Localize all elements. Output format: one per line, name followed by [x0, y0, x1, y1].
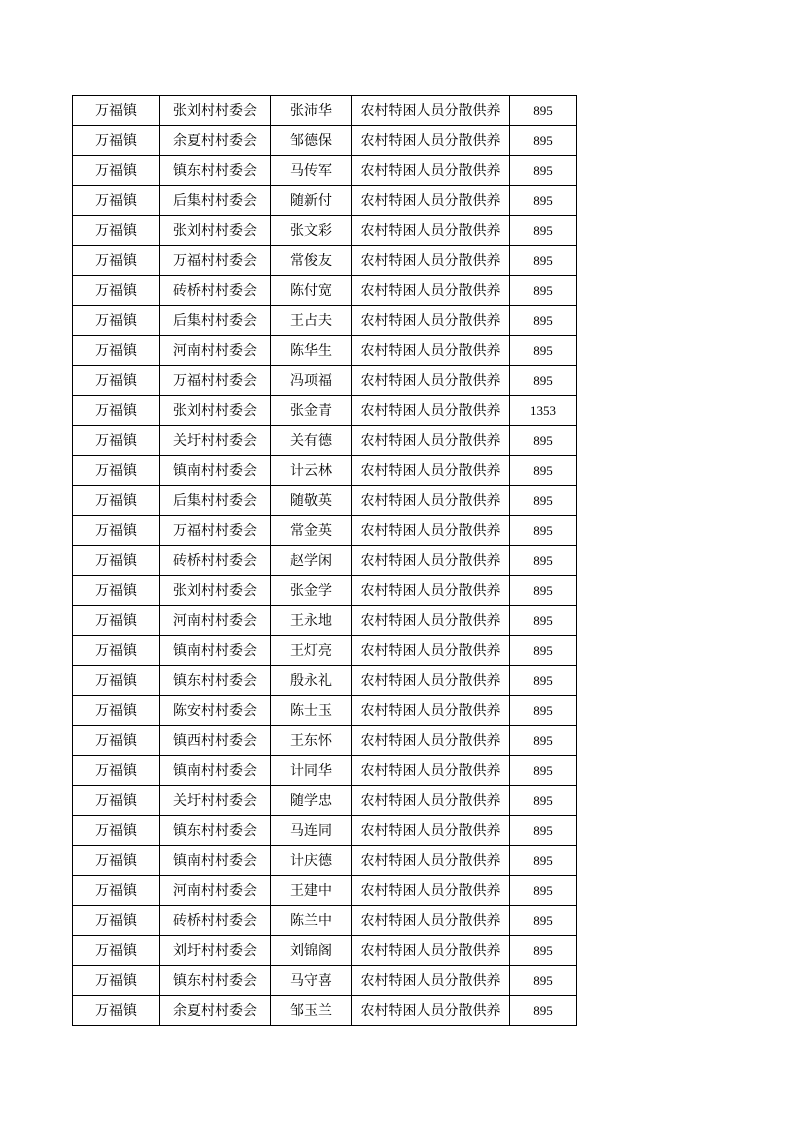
amount-cell: 895 — [510, 456, 577, 486]
table-row — [73, 966, 577, 996]
person-name-cell: 王占夫 — [271, 306, 352, 336]
town-cell: 万福镇 — [73, 486, 160, 516]
person-name-cell: 张金青 — [271, 396, 352, 426]
table-row — [73, 426, 577, 456]
table-row — [73, 606, 577, 636]
support-type-cell: 农村特困人员分散供养 — [352, 186, 510, 216]
support-type-cell: 农村特困人员分散供养 — [352, 516, 510, 546]
amount-cell: 895 — [510, 486, 577, 516]
table-row — [73, 96, 577, 126]
village-committee-cell: 后集村村委会 — [160, 486, 271, 516]
support-type-cell: 农村特困人员分散供养 — [352, 966, 510, 996]
amount-cell: 895 — [510, 426, 577, 456]
amount-cell: 895 — [510, 186, 577, 216]
support-type-cell: 农村特困人员分散供养 — [352, 276, 510, 306]
person-name-cell: 王东怀 — [271, 726, 352, 756]
town-cell: 万福镇 — [73, 876, 160, 906]
village-committee-cell: 余夏村村委会 — [160, 126, 271, 156]
town-cell: 万福镇 — [73, 576, 160, 606]
support-type-cell: 农村特困人员分散供养 — [352, 456, 510, 486]
table-row — [73, 726, 577, 756]
table-row — [73, 126, 577, 156]
amount-cell: 895 — [510, 696, 577, 726]
town-cell: 万福镇 — [73, 276, 160, 306]
person-name-cell: 随敬英 — [271, 486, 352, 516]
town-cell: 万福镇 — [73, 786, 160, 816]
town-cell: 万福镇 — [73, 726, 160, 756]
village-committee-cell: 镇南村村委会 — [160, 456, 271, 486]
village-committee-cell: 余夏村村委会 — [160, 996, 271, 1026]
table-row — [73, 996, 577, 1026]
table-row — [73, 816, 577, 846]
village-committee-cell: 关圩村村委会 — [160, 426, 271, 456]
person-name-cell: 王灯亮 — [271, 636, 352, 666]
village-committee-cell: 陈安村村委会 — [160, 696, 271, 726]
person-name-cell: 张金学 — [271, 576, 352, 606]
support-type-cell: 农村特困人员分散供养 — [352, 546, 510, 576]
person-name-cell: 常俊友 — [271, 246, 352, 276]
village-committee-cell: 砖桥村村委会 — [160, 546, 271, 576]
support-type-cell: 农村特困人员分散供养 — [352, 996, 510, 1026]
support-type-cell: 农村特困人员分散供养 — [352, 156, 510, 186]
table-row — [73, 936, 577, 966]
village-committee-cell: 张刘村村委会 — [160, 96, 271, 126]
support-type-cell: 农村特困人员分散供养 — [352, 306, 510, 336]
table-row — [73, 186, 577, 216]
town-cell: 万福镇 — [73, 546, 160, 576]
table-row — [73, 156, 577, 186]
town-cell: 万福镇 — [73, 966, 160, 996]
village-committee-cell: 关圩村村委会 — [160, 786, 271, 816]
support-type-cell: 农村特困人员分散供养 — [352, 126, 510, 156]
table-row — [73, 756, 577, 786]
amount-cell: 895 — [510, 906, 577, 936]
village-committee-cell: 万福村村委会 — [160, 246, 271, 276]
person-name-cell: 邹玉兰 — [271, 996, 352, 1026]
person-name-cell: 陈士玉 — [271, 696, 352, 726]
town-cell: 万福镇 — [73, 756, 160, 786]
town-cell: 万福镇 — [73, 96, 160, 126]
table-row — [73, 876, 577, 906]
support-type-cell: 农村特困人员分散供养 — [352, 666, 510, 696]
support-type-cell: 农村特困人员分散供养 — [352, 786, 510, 816]
village-committee-cell: 镇南村村委会 — [160, 636, 271, 666]
table-row — [73, 216, 577, 246]
town-cell: 万福镇 — [73, 906, 160, 936]
amount-cell: 895 — [510, 216, 577, 246]
town-cell: 万福镇 — [73, 216, 160, 246]
support-type-cell: 农村特困人员分散供养 — [352, 756, 510, 786]
support-type-cell: 农村特困人员分散供养 — [352, 366, 510, 396]
town-cell: 万福镇 — [73, 396, 160, 426]
town-cell: 万福镇 — [73, 156, 160, 186]
support-type-cell: 农村特困人员分散供养 — [352, 696, 510, 726]
village-committee-cell: 镇东村村委会 — [160, 156, 271, 186]
table-row — [73, 906, 577, 936]
town-cell: 万福镇 — [73, 606, 160, 636]
town-cell: 万福镇 — [73, 696, 160, 726]
amount-cell: 895 — [510, 726, 577, 756]
person-name-cell: 陈华生 — [271, 336, 352, 366]
support-type-cell: 农村特困人员分散供养 — [352, 726, 510, 756]
person-name-cell: 常金英 — [271, 516, 352, 546]
support-type-cell: 农村特困人员分散供养 — [352, 576, 510, 606]
table-row — [73, 696, 577, 726]
amount-cell: 895 — [510, 666, 577, 696]
town-cell: 万福镇 — [73, 846, 160, 876]
person-name-cell: 陈付宽 — [271, 276, 352, 306]
person-name-cell: 关有德 — [271, 426, 352, 456]
town-cell: 万福镇 — [73, 126, 160, 156]
amount-cell: 895 — [510, 936, 577, 966]
table-row — [73, 576, 577, 606]
amount-cell: 895 — [510, 966, 577, 996]
village-committee-cell: 万福村村委会 — [160, 366, 271, 396]
village-committee-cell: 河南村村委会 — [160, 336, 271, 366]
town-cell: 万福镇 — [73, 306, 160, 336]
person-name-cell: 张沛华 — [271, 96, 352, 126]
support-type-cell: 农村特困人员分散供养 — [352, 636, 510, 666]
support-type-cell: 农村特困人员分散供养 — [352, 936, 510, 966]
person-name-cell: 赵学闲 — [271, 546, 352, 576]
table-row — [73, 546, 577, 576]
amount-cell: 895 — [510, 846, 577, 876]
amount-cell: 895 — [510, 336, 577, 366]
amount-cell: 895 — [510, 306, 577, 336]
village-committee-cell: 河南村村委会 — [160, 876, 271, 906]
town-cell: 万福镇 — [73, 936, 160, 966]
person-name-cell: 随新付 — [271, 186, 352, 216]
village-committee-cell: 镇西村村委会 — [160, 726, 271, 756]
person-name-cell: 计庆德 — [271, 846, 352, 876]
village-committee-cell: 万福村村委会 — [160, 516, 271, 546]
person-name-cell: 王永地 — [271, 606, 352, 636]
support-type-cell: 农村特困人员分散供养 — [352, 876, 510, 906]
amount-cell: 895 — [510, 816, 577, 846]
support-type-cell: 农村特困人员分散供养 — [352, 426, 510, 456]
village-committee-cell: 后集村村委会 — [160, 186, 271, 216]
amount-cell: 895 — [510, 546, 577, 576]
village-committee-cell: 镇东村村委会 — [160, 666, 271, 696]
village-committee-cell: 河南村村委会 — [160, 606, 271, 636]
town-cell: 万福镇 — [73, 996, 160, 1026]
support-type-cell: 农村特困人员分散供养 — [352, 396, 510, 426]
person-name-cell: 殷永礼 — [271, 666, 352, 696]
amount-cell: 895 — [510, 576, 577, 606]
amount-cell: 895 — [510, 366, 577, 396]
town-cell: 万福镇 — [73, 186, 160, 216]
support-type-cell: 农村特困人员分散供养 — [352, 846, 510, 876]
town-cell: 万福镇 — [73, 816, 160, 846]
person-name-cell: 马守喜 — [271, 966, 352, 996]
person-name-cell: 王建中 — [271, 876, 352, 906]
support-type-cell: 农村特困人员分散供养 — [352, 246, 510, 276]
amount-cell: 895 — [510, 996, 577, 1026]
person-name-cell: 刘锦阁 — [271, 936, 352, 966]
village-committee-cell: 镇东村村委会 — [160, 816, 271, 846]
amount-cell: 895 — [510, 246, 577, 276]
village-committee-cell: 镇南村村委会 — [160, 756, 271, 786]
person-name-cell: 马连同 — [271, 816, 352, 846]
person-name-cell: 张文彩 — [271, 216, 352, 246]
table-row — [73, 336, 577, 366]
village-committee-cell: 刘圩村村委会 — [160, 936, 271, 966]
support-type-cell: 农村特困人员分散供养 — [352, 336, 510, 366]
amount-cell: 895 — [510, 96, 577, 126]
support-type-cell: 农村特困人员分散供养 — [352, 486, 510, 516]
town-cell: 万福镇 — [73, 636, 160, 666]
amount-cell: 895 — [510, 606, 577, 636]
table-row — [73, 246, 577, 276]
table-row — [73, 366, 577, 396]
town-cell: 万福镇 — [73, 366, 160, 396]
town-cell: 万福镇 — [73, 456, 160, 486]
amount-cell: 895 — [510, 516, 577, 546]
village-committee-cell: 砖桥村村委会 — [160, 906, 271, 936]
town-cell: 万福镇 — [73, 666, 160, 696]
person-name-cell: 陈兰中 — [271, 906, 352, 936]
person-name-cell: 随学忠 — [271, 786, 352, 816]
amount-cell: 895 — [510, 876, 577, 906]
village-committee-cell: 张刘村村委会 — [160, 216, 271, 246]
table-row — [73, 456, 577, 486]
village-committee-cell: 镇南村村委会 — [160, 846, 271, 876]
table-row — [73, 516, 577, 546]
support-type-cell: 农村特困人员分散供养 — [352, 216, 510, 246]
table-row — [73, 396, 577, 426]
amount-cell: 1353 — [510, 396, 577, 426]
village-committee-cell: 后集村村委会 — [160, 306, 271, 336]
person-name-cell: 计同华 — [271, 756, 352, 786]
amount-cell: 895 — [510, 636, 577, 666]
village-committee-cell: 砖桥村村委会 — [160, 276, 271, 306]
support-type-cell: 农村特困人员分散供养 — [352, 816, 510, 846]
town-cell: 万福镇 — [73, 246, 160, 276]
person-name-cell: 冯项福 — [271, 366, 352, 396]
amount-cell: 895 — [510, 276, 577, 306]
village-committee-cell: 镇东村村委会 — [160, 966, 271, 996]
town-cell: 万福镇 — [73, 426, 160, 456]
support-type-cell: 农村特困人员分散供养 — [352, 606, 510, 636]
table-row — [73, 306, 577, 336]
person-name-cell: 邹德保 — [271, 126, 352, 156]
amount-cell: 895 — [510, 126, 577, 156]
table-row — [73, 846, 577, 876]
table-row — [73, 786, 577, 816]
village-committee-cell: 张刘村村委会 — [160, 396, 271, 426]
relief-recipient-table — [72, 95, 577, 1026]
table-row — [73, 666, 577, 696]
table-row — [73, 636, 577, 666]
amount-cell: 895 — [510, 756, 577, 786]
town-cell: 万福镇 — [73, 516, 160, 546]
town-cell: 万福镇 — [73, 336, 160, 366]
table-row — [73, 276, 577, 306]
amount-cell: 895 — [510, 156, 577, 186]
person-name-cell: 马传军 — [271, 156, 352, 186]
table-row — [73, 486, 577, 516]
support-type-cell: 农村特困人员分散供养 — [352, 96, 510, 126]
village-committee-cell: 张刘村村委会 — [160, 576, 271, 606]
support-type-cell: 农村特困人员分散供养 — [352, 906, 510, 936]
person-name-cell: 计云林 — [271, 456, 352, 486]
amount-cell: 895 — [510, 786, 577, 816]
table-body — [73, 96, 577, 1026]
